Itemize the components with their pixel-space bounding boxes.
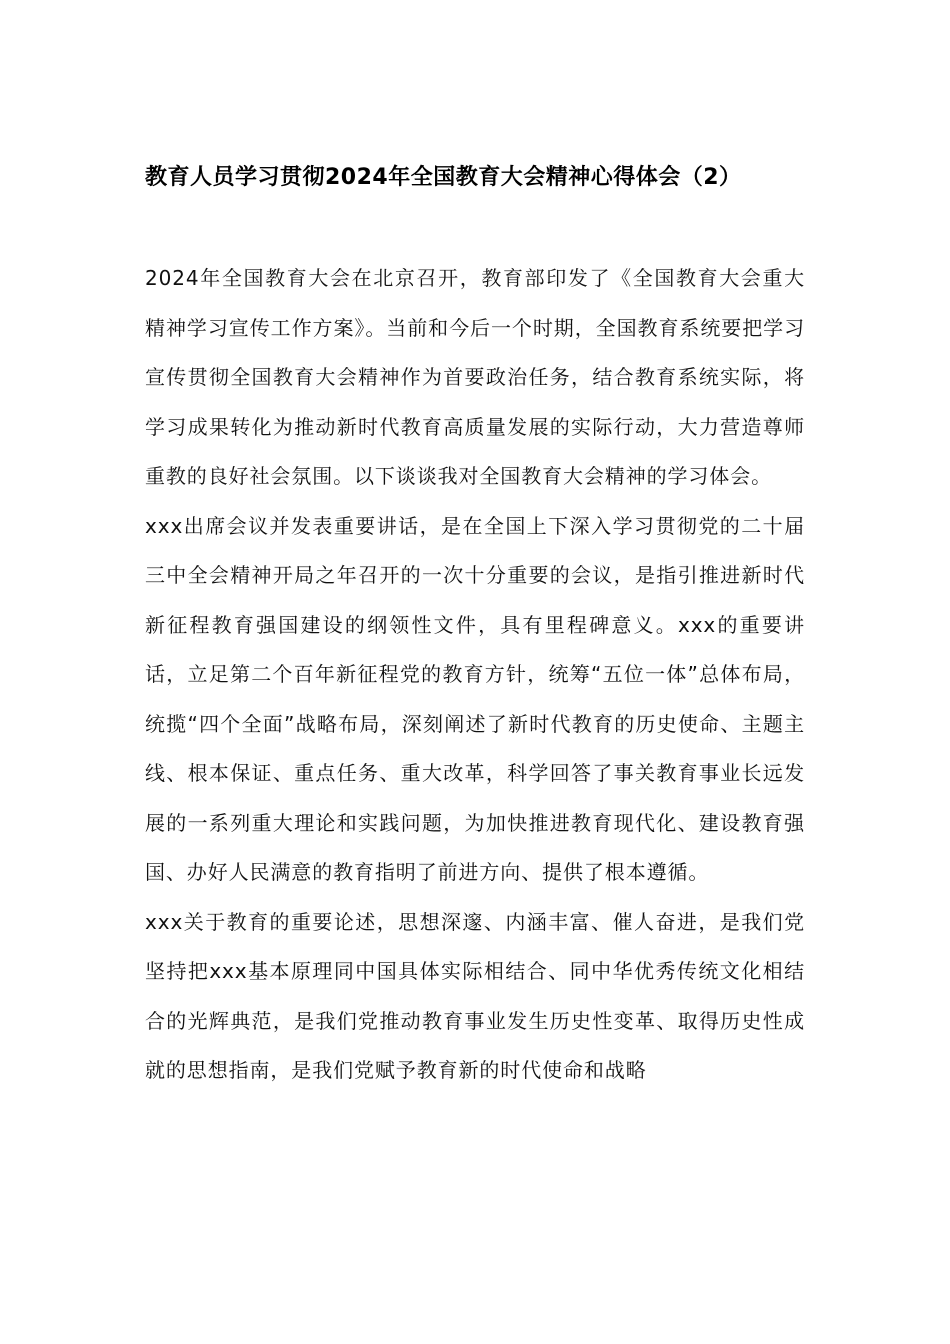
document-title: 教育人员学习贯彻2024年全国教育大会精神心得体会（2） [145, 165, 742, 190]
paragraph-1: 2024年全国教育大会在北京召开，教育部印发了《全国教育大会重大精神学习宣传工作方案》。当前和今后一个时期，全国教育系统要把学习宣传贯彻全国教育大会精神作为首要政治任务，结合教育系统实际，将学习成果转化为推动新时代教育高质量发展的实际行动，大力营造尊师重教的良好社会氛围。以下谈谈我对全国教育大会精神的学习体会。 [145, 266, 805, 488]
paragraph-2: xxx出席会议并发表重要讲话，是在全国上下深入学习贯彻党的二十届三中全会精神开局之年召开的一次十分重要的会议，是指引推进新时代新征程教育强国建设的纲领性文件，具有里程碑意义。xxx的重要讲话，立足第二个百年新征程党的教育方针，统筹“五位一体”总体布局，统揽“四个全面”战略布局，深刻阐述了新时代教育的历史使命、主题主线、根本保证、重点任务、重大改革，科学回答了事关教育事业长远发展的一系列重大理论和实践问题，为加快推进教育现代化、建设教育强国、办好人民满意的教育指明了前进方向、提供了根本遵循。 [145, 513, 805, 884]
paragraph-3: xxx关于教育的重要论述，思想深邃、内涵丰富、催人奋进，是我们党坚持把xxx基本原理同中国具体实际相结合、同中华优秀传统文化相结合的光辉典范，是我们党推动教育事业发生历史性变革、取得历史性成就的思想指南，是我们党赋予教育新的时代使命和战略 [145, 909, 805, 1082]
document-body [145, 254, 805, 1096]
